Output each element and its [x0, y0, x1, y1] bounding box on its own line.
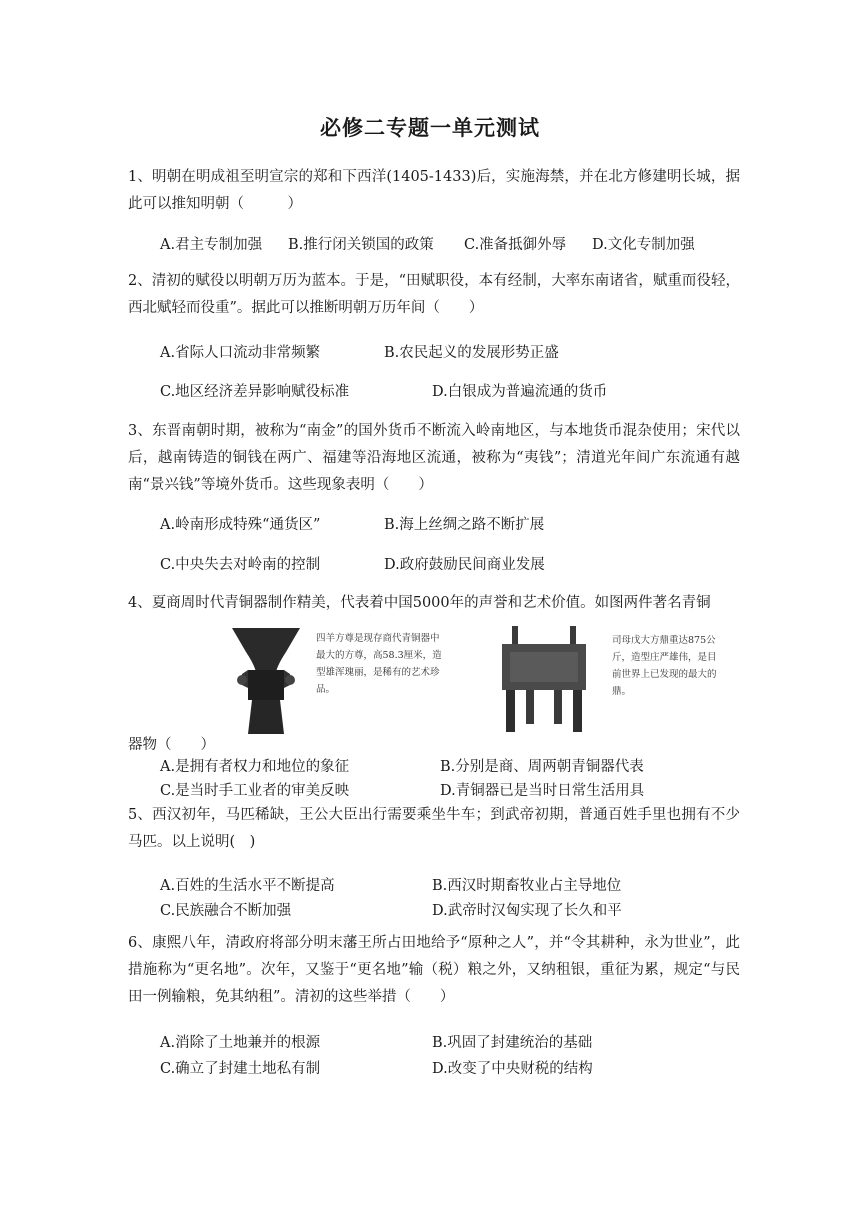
- q3-option-c[interactable]: C.中央失去对岭南的控制: [160, 557, 321, 573]
- q3-option-b[interactable]: B.海上丝绸之路不断扩展: [384, 517, 545, 533]
- question-2-stem: 2、清初的赋役以明朝万历为蓝本。于是，“田赋职役，本有经制，大率东南诸省，赋重而役轻，西北赋轻而役重”。据此可以推断明朝万历年间（ ）: [128, 273, 740, 316]
- q1-option-c[interactable]: C.准备抵御外辱: [464, 237, 567, 253]
- q6-option-a[interactable]: A.消除了土地兼并的根源: [160, 1035, 321, 1051]
- question-4-stem: 4、夏商周时代青铜器制作精美，代表着中国5000年的声誉和艺术价值。如图两件著名青铜: [128, 595, 711, 611]
- question-6-stem: 6、康熙八年，清政府将部分明末藩王所占田地给予“原种之人”，并“令其耕种，永为世业”，此措施称为“更名地”。次年，又鉴于“更名地”输（税）粮之外，又纳租银，重征为累，规定“与民田一例输粮，免其纳租”。清初的这些举措（ ）: [128, 935, 740, 1005]
- q6-option-b[interactable]: B.巩固了封建统治的基础: [432, 1035, 593, 1051]
- zun-caption: 四羊方尊是现存商代青铜器中最大的方尊，高58.3厘米，造型雄浑瑰丽，是稀有的艺术珍品。: [316, 633, 442, 695]
- q6-option-c[interactable]: C.确立了封建土地私有制: [160, 1061, 321, 1077]
- q4-option-d[interactable]: D.青铜器已是当时日常生活用具: [440, 783, 645, 799]
- q5-option-a[interactable]: A.百姓的生活水平不断提高: [160, 878, 335, 894]
- page-title: 必修二专题一单元测试: [320, 115, 540, 140]
- q3-option-a[interactable]: A.岭南形成特殊“通货区”: [160, 517, 321, 533]
- q6-option-d[interactable]: D.改变了中央财税的结构: [432, 1061, 593, 1077]
- q5-option-b[interactable]: B.西汉时期畜牧业占主导地位: [432, 878, 622, 894]
- q4-option-a[interactable]: A.是拥有者权力和地位的象征: [160, 759, 350, 775]
- question-4-stem-continued: 器物（ ）: [128, 737, 215, 753]
- q1-option-b[interactable]: B.推行闭关锁国的政策: [288, 237, 434, 253]
- q2-option-c[interactable]: C.地区经济差异影响赋役标准: [160, 384, 350, 400]
- q4-option-c[interactable]: C.是当时手工业者的审美反映: [160, 783, 350, 799]
- q2-option-b[interactable]: B.农民起义的发展形势正盛: [384, 345, 559, 361]
- q2-option-a[interactable]: A.省际人口流动非常频繁: [160, 345, 321, 361]
- q1-option-a[interactable]: A.君主专制加强: [160, 237, 263, 253]
- q2-option-d[interactable]: D.白银成为普遍流通的货币: [432, 384, 608, 400]
- q5-option-c[interactable]: C.民族融合不断加强: [160, 903, 292, 919]
- question-1-stem: 1、明朝在明成祖至明宣宗的郑和下西洋(1405-1433)后，实施海禁，并在北方修建明长城，据此可以推知明朝（ ）: [128, 169, 740, 212]
- ding-caption: 司母戊大方鼎重达875公斤，造型庄严雄伟，是目前世界上已发现的最大的鼎。: [612, 635, 717, 697]
- zun-vessel-image: [232, 628, 300, 734]
- q5-option-d[interactable]: D.武帝时汉匈实现了长久和平: [432, 903, 622, 919]
- question-3-stem: 3、东晋南朝时期，被称为“南金”的国外货币不断流入岭南地区，与本地货币混杂使用；宋代以后，越南铸造的铜钱在两广、福建等沿海地区流通，被称为“夷钱”；清道光年间广东流通有越南“景兴钱”等境外货币。这些现象表明（ ）: [128, 423, 740, 493]
- q3-option-d[interactable]: D.政府鼓励民间商业发展: [384, 557, 545, 573]
- q4-option-b[interactable]: B.分别是商、周两朝青铜器代表: [440, 759, 644, 775]
- q1-option-d[interactable]: D.文化专制加强: [592, 237, 695, 253]
- ding-vessel-image: [502, 626, 586, 732]
- question-5-stem: 5、西汉初年，马匹稀缺，王公大臣出行需要乘坐牛车；到武帝初期，普通百姓手里也拥有不少马匹。以上说明( ): [128, 807, 740, 850]
